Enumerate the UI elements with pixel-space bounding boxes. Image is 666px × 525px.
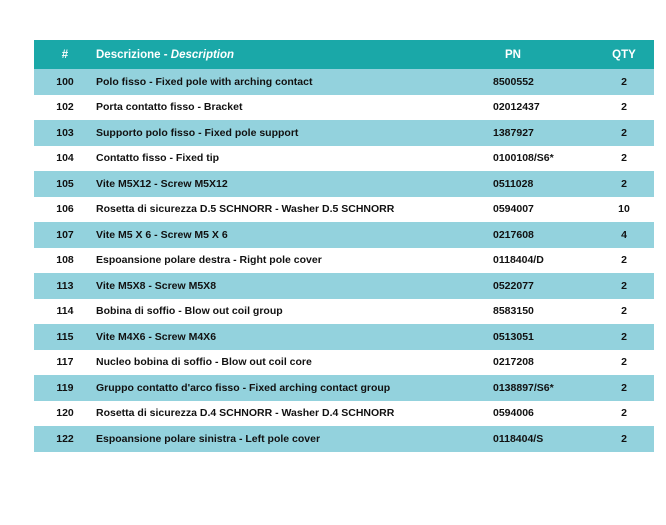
cell-qty: 2: [621, 152, 627, 165]
cell-description: Nucleo bobina di soffio - Blow out coil core: [96, 356, 312, 369]
cell-description: Rosetta di sicurezza D.4 SCHNORR - Washer D.4 SCHNORR: [96, 407, 395, 420]
cell-pn: 8500552: [493, 75, 534, 88]
cell-num: 102: [56, 101, 74, 114]
cell-pn: 0100108/S6*: [493, 152, 554, 165]
cell-num: 105: [56, 177, 74, 190]
cell-description: Vite M5X8 - Screw M5X8: [96, 279, 217, 292]
table-row: [34, 120, 654, 146]
cell-qty: 2: [621, 254, 627, 267]
cell-description: Vite M5X12 - Screw M5X12: [96, 177, 228, 190]
cell-qty: 2: [621, 356, 627, 369]
cell-pn: 0511028: [493, 177, 534, 190]
table-row: [34, 426, 654, 452]
cell-num: 106: [56, 203, 74, 216]
cell-description: Polo fisso - Fixed pole with arching contact: [96, 75, 313, 88]
table-row: [34, 273, 654, 299]
header-description: [96, 40, 493, 69]
cell-qty: 2: [621, 407, 627, 420]
cell-pn: 0118404/S: [493, 432, 544, 445]
cell-qty: 2: [621, 381, 627, 394]
table-row: [34, 146, 654, 172]
table-row: [34, 95, 654, 121]
cell-description: Vite M5 X 6 - Screw M5 X 6: [96, 228, 228, 241]
cell-qty: 2: [621, 305, 627, 318]
cell-pn: 0594007: [493, 203, 534, 216]
cell-description: Espoansione polare sinistra - Left pole cover: [96, 432, 321, 445]
cell-qty: 2: [621, 75, 627, 88]
cell-description: Rosetta di sicurezza D.5 SCHNORR - Washer D.5 SCHNORR: [96, 203, 395, 216]
cell-description: Contatto fisso - Fixed tip: [96, 152, 220, 165]
header-qty: QTY: [612, 48, 636, 61]
cell-pn: 8583150: [493, 305, 534, 318]
cell-description: Vite M4X6 - Screw M4X6: [96, 330, 217, 343]
cell-qty: 2: [621, 279, 627, 292]
cell-description: Supporto polo fisso - Fixed pole support: [96, 126, 299, 139]
cell-qty: 4: [621, 228, 627, 241]
cell-pn: 0513051: [493, 330, 534, 343]
cell-qty: 2: [621, 177, 627, 190]
table-row: [34, 324, 654, 350]
cell-num: 117: [56, 356, 74, 369]
header-description-en: Description: [170, 48, 235, 61]
parts-table: [34, 40, 654, 452]
header-pn: PN: [505, 48, 521, 61]
parts-table-body: [34, 69, 654, 452]
cell-pn: 0217608: [493, 228, 534, 241]
cell-description: Bobina di soffio - Blow out coil group: [96, 305, 283, 318]
cell-description: Gruppo contatto d'arco fisso - Fixed arching contact group: [96, 381, 391, 394]
cell-num: 122: [56, 432, 74, 445]
table-row: [34, 350, 654, 376]
cell-num: 107: [56, 228, 74, 241]
table-row: [34, 69, 654, 95]
cell-pn: 1387927: [493, 126, 534, 139]
cell-pn: 0138897/S6*: [493, 381, 554, 394]
cell-pn: 0118404/D: [493, 254, 544, 267]
header-description-it: Descrizione -: [96, 48, 171, 61]
cell-description: Porta contatto fisso - Bracket: [96, 101, 243, 114]
cell-pn: 0522077: [493, 279, 534, 292]
cell-num: 108: [56, 254, 74, 267]
table-row: [34, 248, 654, 274]
cell-num: 113: [56, 279, 74, 292]
cell-pn: 0594006: [493, 407, 534, 420]
table-row: [34, 375, 654, 401]
table-header-row: [34, 40, 654, 69]
cell-num: 114: [56, 305, 74, 318]
cell-qty: 10: [618, 203, 630, 216]
cell-description: Espoansione polare destra - Right pole cover: [96, 254, 322, 267]
cell-num: 103: [56, 126, 74, 139]
table-row: [34, 197, 654, 223]
cell-num: 120: [56, 407, 74, 420]
cell-qty: 2: [621, 330, 627, 343]
table-row: [34, 222, 654, 248]
cell-pn: 02012437: [493, 101, 540, 114]
cell-pn: 0217208: [493, 356, 534, 369]
cell-qty: 2: [621, 432, 627, 445]
header-num: #: [61, 48, 69, 61]
cell-num: 104: [56, 152, 74, 165]
cell-num: 115: [56, 330, 74, 343]
cell-num: 119: [56, 381, 74, 394]
table-row: [34, 299, 654, 325]
table-row: [34, 401, 654, 427]
cell-num: 100: [56, 75, 74, 88]
cell-qty: 2: [621, 126, 627, 139]
cell-qty: 2: [621, 101, 627, 114]
table-row: [34, 171, 654, 197]
